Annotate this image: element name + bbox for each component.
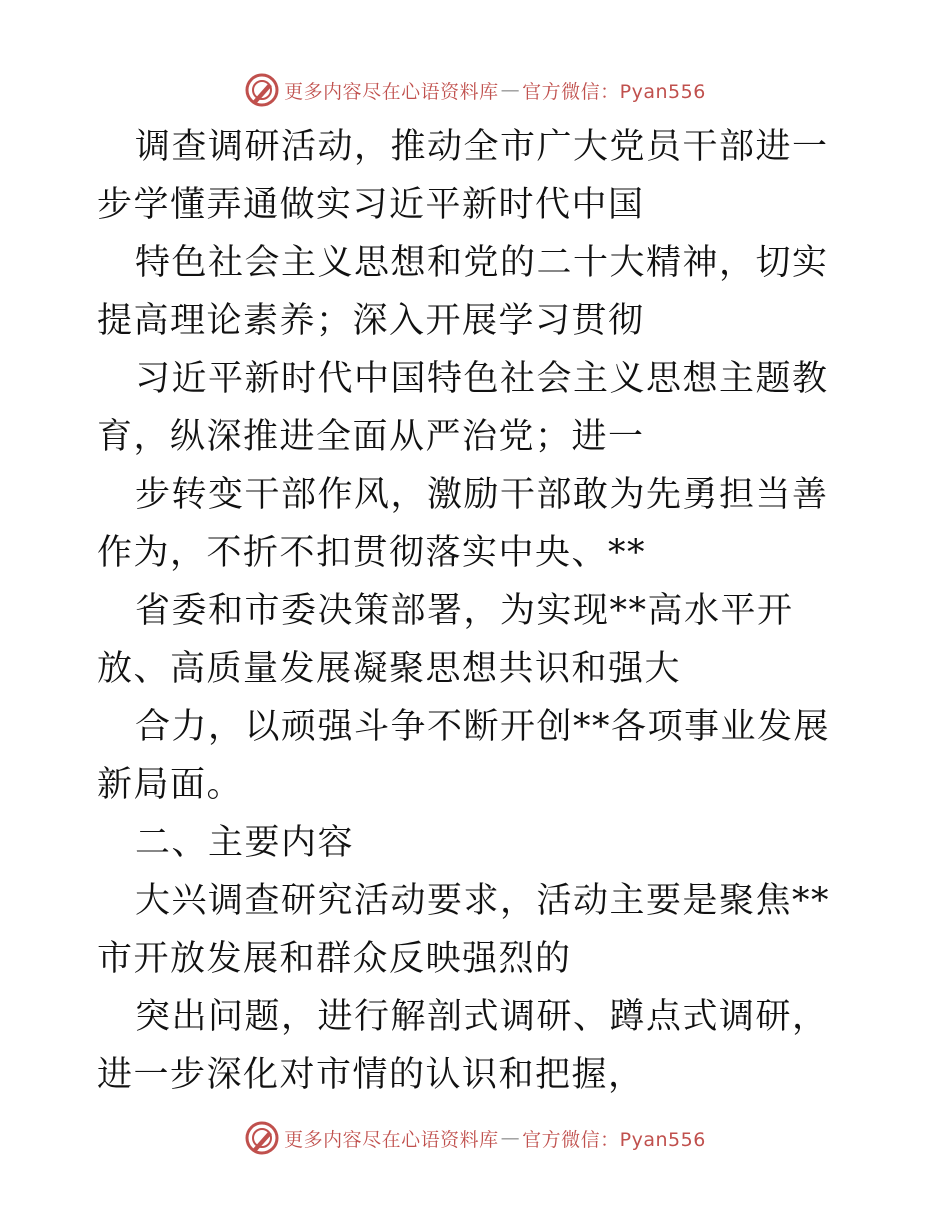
paragraph: 调查调研活动，推动全市广大党员干部进一步学懂弄通做实习近平新时代中国: [97, 127, 829, 225]
watermark-contact: 官方微信：Pyan556: [522, 80, 706, 103]
paragraph: 特色社会主义思想和党的二十大精神，切实提高理论素养；深入开展学习贯彻: [97, 243, 829, 341]
pen-logo-icon: [244, 1120, 280, 1156]
watermark-brand: 更多内容尽在心语资料库: [284, 80, 499, 103]
watermark-brand: 更多内容尽在心语资料库: [284, 1128, 499, 1151]
paragraph: 习近平新时代中国特色社会主义思想主题教育，纵深推进全面从严治党；进一: [97, 359, 829, 457]
watermark-contact: 官方微信：Pyan556: [522, 1128, 706, 1151]
watermark-separator: —: [500, 79, 521, 101]
paragraph: 省委和市委决策部署，为实现**高水平开放、高质量发展凝聚思想共识和强大: [97, 591, 794, 689]
section-heading: 二、主要内容: [135, 823, 355, 863]
document-body: [97, 118, 857, 1104]
footer-watermark: [0, 1118, 950, 1158]
pen-logo-icon: [244, 72, 280, 108]
paragraph: 突出问题，进行解剖式调研、蹲点式调研，进一步深化对市情的认识和把握，: [97, 997, 829, 1095]
paragraph: 大兴调查研究活动要求，活动主要是聚焦**市开放发展和群众反映强烈的: [97, 881, 831, 979]
header-watermark: [0, 70, 950, 110]
watermark-separator: —: [500, 1127, 521, 1149]
paragraph: 步转变干部作风，激励干部敢为先勇担当善作为，不折不扣贯彻落实中央、**: [97, 475, 829, 573]
paragraph: 合力，以顽强斗争不断开创**各项事业发展新局面。: [97, 707, 831, 805]
